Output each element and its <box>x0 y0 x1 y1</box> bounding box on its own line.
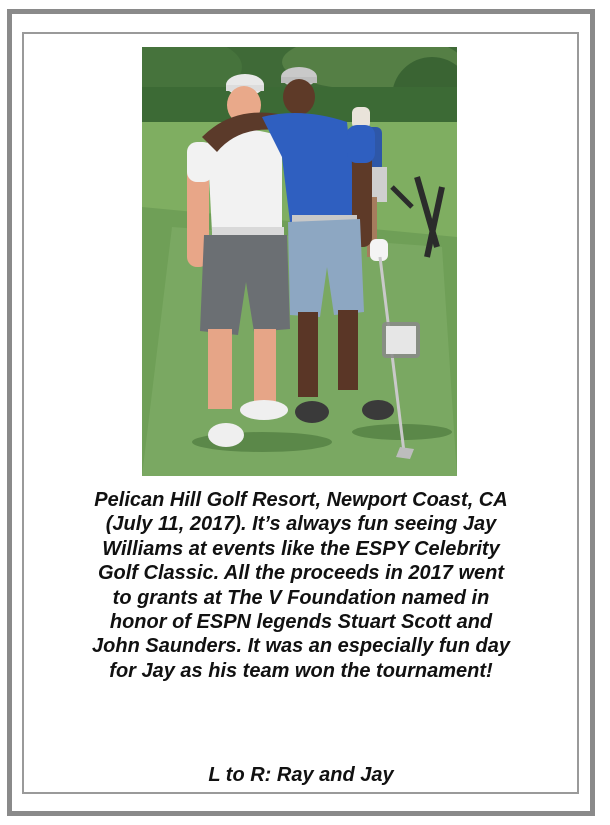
caption-line: (July 11, 2017). It’s always fun seeing Jay <box>105 513 497 536</box>
caption-line: Golf Classic. All the proceeds in 2017 went <box>97 562 505 585</box>
caption-line: honor of ESPN legends Stuart Scott and <box>109 611 493 634</box>
caption-line: to grants at The V Foundation named in <box>112 586 490 609</box>
caption-line: John Saunders. It was an especially fun day <box>92 635 510 658</box>
caption-line: for Jay as his team won the tournament! <box>109 659 493 682</box>
photo-caption <box>28 488 574 683</box>
photo-credit: L to R: Ray and Jay <box>208 764 394 786</box>
caption-line: Williams at events like the ESPY Celebrity <box>102 537 500 560</box>
golf-photo <box>142 47 457 476</box>
caption-line: Pelican Hill Golf Resort, Newport Coast, CA <box>94 489 508 511</box>
